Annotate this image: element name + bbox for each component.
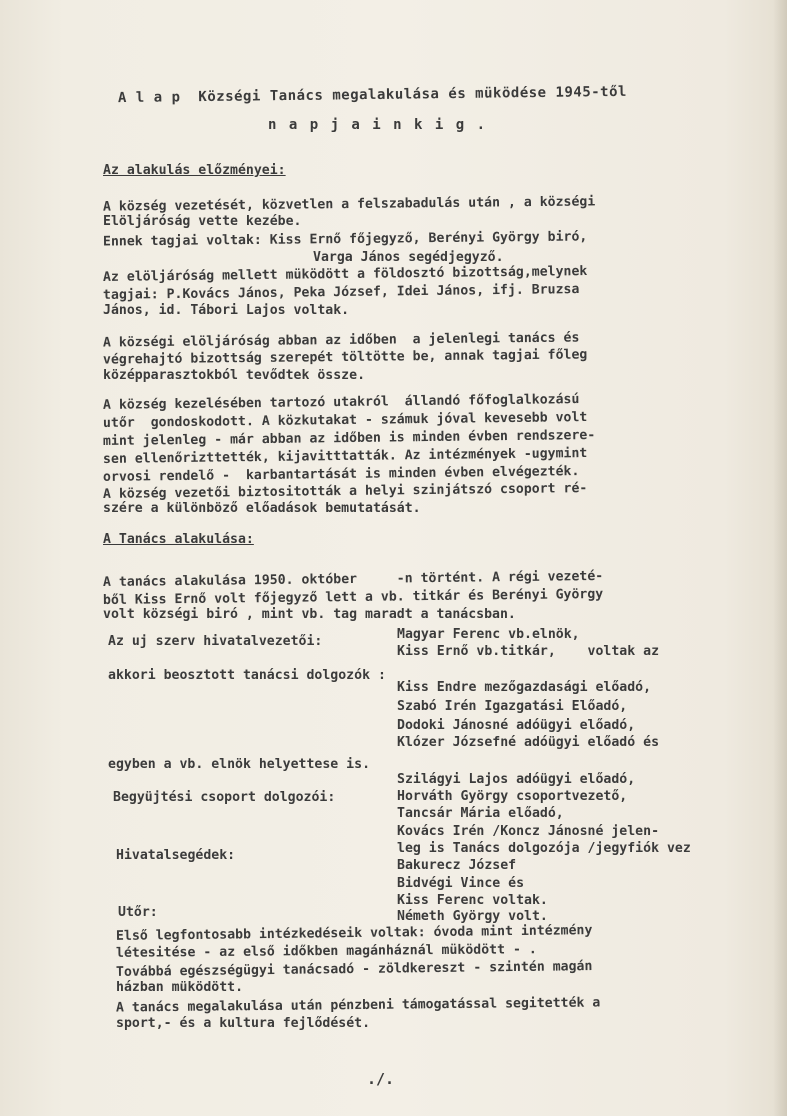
messengers-line-1: Bidvégi Vince és (397, 876, 525, 891)
section1-line-16: szére a különböző előadások bemutatását. (103, 501, 421, 516)
section1-line-3: Varga János segédjegyző. (313, 250, 504, 265)
collection-line-0: Horváth György csoportvezető, (397, 789, 628, 804)
section2-line-0: A tanács alakulása 1950. október -n történt. A régi vezeté- (102, 568, 604, 591)
section1-line-10: A község kezelésében tartozó utakról állandó főfoglalkozású (102, 392, 580, 413)
title-line-2: n a p j a i n k i g . (268, 117, 488, 133)
deputy-extra: Szilágyi Lajos adóügyi előadó, (397, 772, 636, 787)
section1-line-9: középparasztokból tevődtek össze. (103, 368, 366, 383)
final-line-4: A tanács megalakulása után pénzbeni támogatással segitették a (115, 995, 601, 1016)
officials-line-1: Kiss Ernő vb.titkár, voltak az (397, 644, 660, 659)
section1-line-7: A községi elöljáróság abban az időben a jelenlegi tanács és (102, 330, 580, 351)
section1-line-8: végrehajtó bizottság szerepét töltötte be, annak tagjai főleg (102, 347, 588, 368)
staff-line-0: Kiss Endre mezőgazdasági előadó, (397, 680, 652, 695)
page-edge-shadow (773, 0, 787, 1116)
messengers-line-2: Kiss Ferenc voltak. (397, 893, 548, 908)
section1-line-12: mint jelenleg - már abban az időben is minden évben rendszere- (102, 427, 596, 450)
staff-line-1: Szabó Irén Igazgatási Előadó, (397, 699, 628, 714)
collection-line-2: Kovács Irén /Koncz Jánosné jelen- (397, 824, 660, 839)
section1-line-2: Ennek tagjai voltak: Kiss Ernő főjegyző, Berényi György biró, (102, 229, 588, 250)
messengers-line-0: Bakurecz József (397, 858, 517, 873)
section2-line-2: volt községi biró , mint vb. tag maradt a tanácsban. (103, 607, 516, 622)
final-line-0: Első legfontosabb intézkedéseik voltak: óvoda mint intézmény (115, 923, 593, 944)
deputy-line: egyben a vb. elnök helyettese is. (108, 757, 371, 772)
section1-line-14: orvosi rendelő - karbantartását is minden évben elvégezték. (102, 464, 580, 485)
staff-intro: akkori beosztott tanácsi dolgozók : (108, 668, 386, 683)
section1-heading: Az alakulás előzményei: (103, 163, 286, 178)
messengers-label: Hivatalsegédek: (116, 848, 236, 863)
final-line-2: Továbbá egészségügyi tanácsadó - zöldkereszt - szintén magán (115, 959, 593, 980)
collection-line-1: Tancsár Mária előadó, (397, 806, 564, 821)
road-value: Németh György volt. (397, 909, 548, 924)
title-line-1: A l a p Községi Tanács megalakulása és müködése 1945-től (117, 83, 628, 107)
officials-line-0: Magyar Ferenc vb.elnök, (397, 627, 580, 642)
final-line-5: sport,- és a kultura fejlődését. (116, 1016, 371, 1031)
section1-line-11: utőr gondoskodott. A közkutakat - számuk jóval kevesebb volt (102, 410, 588, 431)
collection-label: Begyüjtési csoport dolgozói: (113, 790, 336, 805)
final-line-1: létesitése - az első időkben magánháznál müködött - . (115, 942, 537, 961)
road-label: Utőr: (118, 905, 158, 920)
collection-line-3: leg is Tanács dolgozója /jegyfiók vez (397, 841, 691, 856)
section2-line-1: ből Kiss Ernő volt főjegyző lett a vb. titkár és Berényi György (102, 586, 604, 609)
page-continuation-marker: ./. (367, 1070, 395, 1088)
final-line-3: házban müködött. (116, 980, 244, 995)
section1-line-5: tagjai: P.Kovács János, Peka József, Idei János, ifj. Bruzsa (102, 282, 580, 303)
section1-line-4: Az elöljáróság mellett müködött a földosztó bizottság,melynek (102, 264, 588, 285)
section1-line-15: A község vezetői biztositották a helyi szinjátszó csoport ré- (102, 481, 588, 502)
section1-line-13: sen ellenőrizttették, kijavitttatták. Az intézmények -ugymint (102, 446, 588, 467)
section1-line-6: János, id. Tábori Lajos voltak. (103, 303, 350, 318)
section1-line-1: Elöljáróság vette kezébe. (103, 214, 302, 229)
section1-line-0: A község vezetését, közvetlen a felszabadulás után , a községi (102, 194, 596, 215)
officials-label: Az uj szerv hivatalvezetői: (108, 634, 323, 649)
section2-heading: A Tanács alakulása: (103, 532, 254, 547)
staff-line-2: Dodoki Jánosné adóügyi előadó, (397, 718, 636, 733)
staff-line-3: Klózer Józsefné adóügyi előadó és (397, 735, 660, 750)
